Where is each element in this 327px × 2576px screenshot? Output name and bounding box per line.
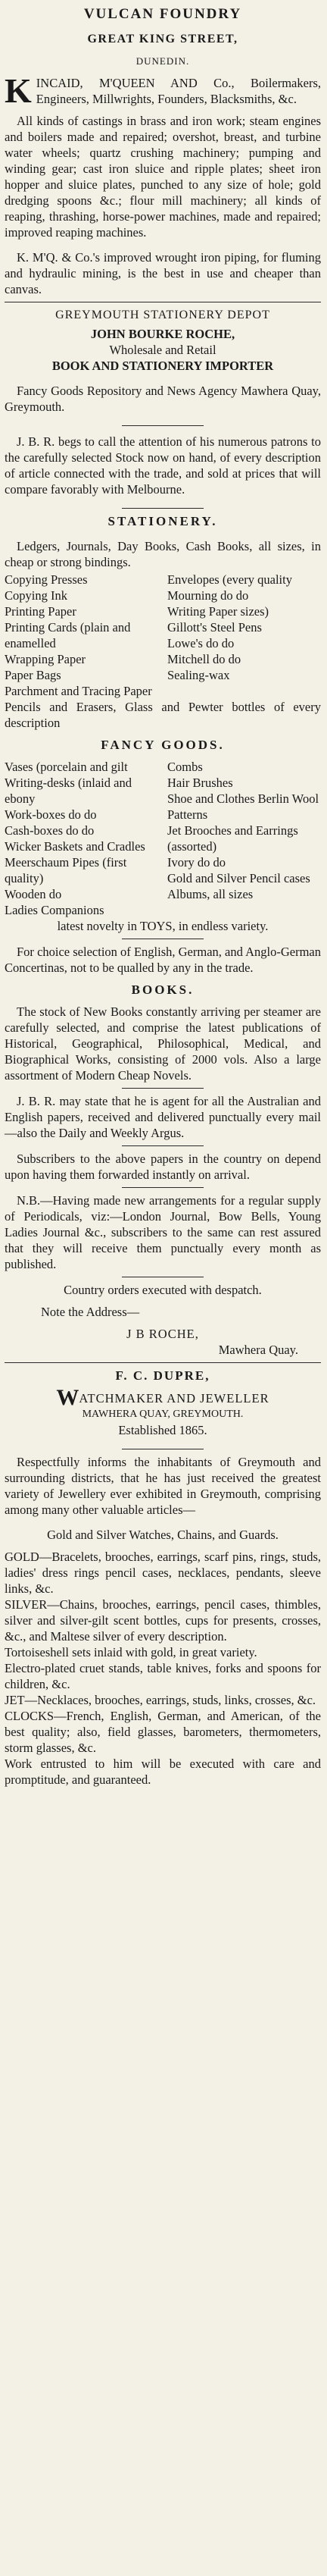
- fancy-goods-right: [167, 759, 321, 918]
- list-item: Printing Cards (plain and enamelled: [5, 620, 131, 650]
- short-divider: [122, 1145, 204, 1146]
- vulcan-body: All kinds of castings in brass and iron work; steam engines and boilers made and repaired; overshot, breast, and turbine water wheels; quartz crushing machinery; pumping and winding gear; cast iron sluice and ripple plates; sheet iron hopper and sluice plates, punched to any size of hole; gold dredging spoons &c.; flour mill machinery; all kinds of reaping, thrashing, horse-power machines, made and repaired; improved reaping machines.: [5, 114, 321, 240]
- vulcan-dropcap: K: [5, 71, 32, 110]
- list-item: Shoe and Clothes Berlin Wool Patterns: [167, 791, 319, 822]
- short-divider: [122, 425, 204, 426]
- depot-owner: JOHN BOURKE ROCHE,: [90, 327, 235, 341]
- books-nb: N.B.—Having made new arrangements for a regular supply of Periodicals, viz:—London Journal, Bow Bells, Young Ladies Journal &c., subscribers to the same can rest assured that they will receive them punctually every month as published.: [5, 1193, 321, 1271]
- books-subscribers: Subscribers to the above papers in the country on depend upon having them forwarded instantly on arrival.: [5, 1152, 321, 1182]
- stationery-items-right: [167, 572, 321, 699]
- depot-fancy-line: Fancy Goods Repository and News Agency Mawhera Quay, Greymouth.: [5, 384, 321, 414]
- fancy-goods-heading: FANCY GOODS.: [101, 738, 225, 752]
- list-item: Writing-desks (inlaid and ebony: [5, 776, 132, 806]
- short-divider: [122, 1187, 204, 1188]
- vulcan-notice: K. M'Q. & Co.'s improved wrought iron piping, for fluming and hydraulic mining, is the best in use and cheaper than canvas.: [5, 250, 321, 296]
- list-item: Ladies Companions: [5, 903, 104, 917]
- section-divider: [5, 1362, 321, 1363]
- list-item: Parchment and Tracing Paper: [5, 684, 152, 698]
- books-address-label: Note the Address—: [41, 1305, 140, 1319]
- fancy-toys: latest novelty in TOYS, in endless variety.: [57, 919, 269, 933]
- list-item: Vases (porcelain and gilt: [5, 760, 128, 774]
- list-item: Mitchell do do: [167, 652, 241, 666]
- list-item: Work-boxes do do: [5, 807, 97, 822]
- list-item: Mourning do do: [167, 588, 249, 603]
- stationery-items: [5, 572, 321, 699]
- vulcan-city: DUNEDIN.: [135, 55, 190, 67]
- dupre-gold: GOLD—Bracelets, brooches, earrings, scarf pins, rings, studs, ladies' dress rings pencil cases, necklaces, pendants, sleeve links, &c.: [5, 1550, 321, 1596]
- short-divider: [122, 1088, 204, 1089]
- list-item: Hair Brushes: [167, 776, 233, 790]
- vulcan-title: VULCAN FOUNDRY: [83, 6, 242, 22]
- list-item: Gillott's Steel Pens: [167, 620, 262, 635]
- dupre-intro: Respectfully informs the inhabitants of Greymouth and surrounding districts, that he has just received the greatest variety of Jewellery ever exhibited in Greymouth, comprising among many other valuable articles—: [5, 1455, 321, 1517]
- fancy-goods-left: [5, 759, 158, 918]
- depot-intro: J. B. R. begs to call the attention of his numerous patrons to the carefully selected Stock now on hand, of every description of article connected with the trade, and sold at prices that will compare favorably with Melbourne.: [5, 434, 321, 497]
- list-item: Jet Brooches and Earrings (assorted): [167, 823, 298, 854]
- dupre-watches: Gold and Silver Watches, Chains, and Guards.: [47, 1528, 279, 1542]
- books-signature-place: Mawhera Quay.: [218, 1343, 298, 1357]
- books-papers: J. B. R. may state that he is agent for all the Australian and English papers, received and delivered punctually every mail—also the Daily and Weekly Argus.: [5, 1094, 321, 1140]
- dupre-name: F. C. DUPRE,: [115, 1368, 210, 1383]
- vulcan-foundry-ad: [5, 6, 321, 297]
- dupre-jet: JET—Necklaces, brooches, earrings, studs, links, crosses, &c.: [5, 1693, 316, 1707]
- list-item: Albums, all sizes: [167, 887, 254, 901]
- list-item: Paper Bags: [5, 668, 61, 682]
- dupre-work: Work entrusted to him will be executed with care and promptitude, and guaranteed.: [5, 1757, 321, 1787]
- dupre-title: [5, 1385, 321, 1410]
- dupre-silver: SILVER—Chains, brooches, earrings, pencil cases, thimbles, silver and silver-gilt scent bottles, cups for presents, crosses, &c., and Maltese silver of every description.: [5, 1597, 321, 1644]
- books-signature-name: J B ROCHE,: [126, 1327, 199, 1341]
- books-heading: BOOKS.: [131, 982, 195, 997]
- depot-trade-1: Wholesale and Retail: [109, 343, 216, 357]
- list-item: Printing Paper: [5, 604, 76, 619]
- dupre-jeweller-ad: [5, 1368, 321, 1788]
- dupre-established: Established 1865.: [118, 1423, 207, 1437]
- list-item: Combs: [167, 760, 203, 774]
- dupre-electro: Electro-plated cruet stands, table knives, forks and spoons for children, &c.: [5, 1661, 321, 1691]
- short-divider: [122, 508, 204, 509]
- list-item: Envelopes (every quality: [167, 572, 292, 587]
- dupre-dropcap: W: [56, 1385, 79, 1410]
- stationery-items-left: [5, 572, 158, 699]
- dupre-address: MAWHERA QUAY, GREYMOUTH.: [82, 1409, 244, 1420]
- stationery-ledgers: Ledgers, Journals, Day Books, Cash Books, all sizes, in cheap or strong bindings.: [5, 539, 321, 569]
- stationery-pencils: Pencils and Erasers, Glass and Pewter bottles of every description: [5, 700, 321, 730]
- books-country-orders: Country orders executed with despatch.: [64, 1283, 262, 1297]
- books-body: The stock of New Books constantly arriving per steamer are carefully selected, and comprise the latest publications of Historical, Geographical, Philosophical, Medical, and Biographical Works, consisting of 2000 vols. Also a large assortment of Modern Cheap Novels.: [5, 1004, 321, 1083]
- depot-trade-2: BOOK AND STATIONERY IMPORTER: [51, 359, 274, 373]
- list-item: Copying Ink: [5, 588, 67, 603]
- list-item: Wrapping Paper: [5, 652, 86, 666]
- dupre-tortoiseshell: Tortoiseshell sets inlaid with gold, in great variety.: [5, 1645, 257, 1659]
- list-item: Lowe's do do: [167, 636, 235, 650]
- list-item: Cash-boxes do do: [5, 823, 95, 838]
- list-item: Copying Presses: [5, 572, 88, 587]
- fancy-goods-items: [5, 759, 321, 918]
- depot-title: GREYMOUTH STATIONERY DEPOT: [55, 309, 270, 321]
- dupre-clocks: CLOCKS—French, English, German, and American, of the best quality; also, field glasses, barometers, thermometers, storm glasses, &c.: [5, 1709, 321, 1755]
- vulcan-street: GREAT KING STREET,: [87, 33, 238, 45]
- fancy-concertinas: For choice selection of English, German, and Anglo-German Concertinas, not to be qualled by any in the trade.: [5, 945, 321, 975]
- list-item: Ivory do do: [167, 855, 226, 870]
- vulcan-intro-text: INCAID, M'QUEEN AND Co., Boilermakers, Engineers, Millwrights, Founders, Blacksmiths, &c.: [36, 76, 321, 106]
- list-item: Sealing-wax: [167, 668, 230, 682]
- list-item: Writing Paper sizes): [167, 604, 269, 619]
- stationery-depot-ad: [5, 307, 321, 1358]
- list-item: Gold and Silver Pencil cases: [167, 871, 310, 885]
- dupre-title-text: ATCHMAKER AND JEWELLER: [79, 1391, 269, 1406]
- stationery-heading: STATIONERY.: [107, 514, 218, 528]
- vulcan-intro: [5, 71, 321, 110]
- list-item: Wicker Baskets and Cradles: [5, 839, 145, 854]
- list-item: Meerschaum Pipes (first quality): [5, 855, 127, 885]
- list-item: Wooden do: [5, 887, 62, 901]
